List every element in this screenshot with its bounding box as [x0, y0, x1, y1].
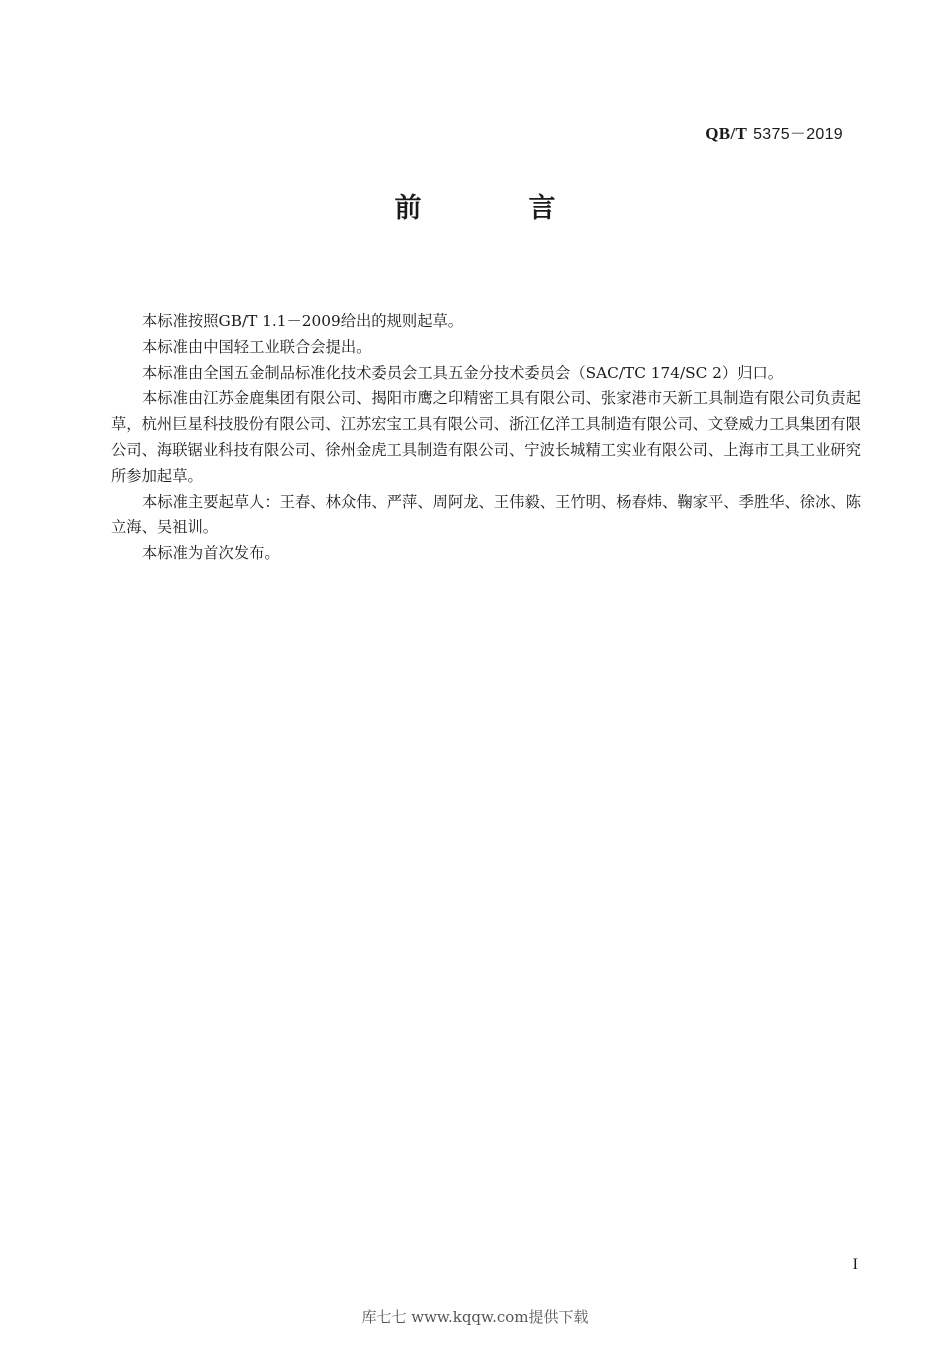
paragraph-proposer: 本标准由中国轻工业联合会提出。	[142, 337, 372, 356]
paragraph-committee: 本标准由全国五金制品标准化技术委员会工具五金分技术委员会（SAC/TC 174/SC 2）归口。	[142, 363, 784, 382]
paragraph-first-release: 本标准为首次发布。	[142, 544, 280, 563]
standard-prefix: QB/T	[705, 124, 748, 143]
standard-code	[705, 121, 843, 144]
foreword-body	[111, 309, 861, 567]
paragraph-drafting-rules: 本标准按照GB/T 1.1－2009给出的规则起草。	[142, 312, 464, 330]
paragraph-drafting-units: 本标准由江苏金鹿集团有限公司、揭阳市鹰之印精密工具有限公司、张家港市天新工具制造有限公司负责起草，杭州巨星科技股份有限公司、江苏宏宝工具有限公司、浙江亿洋工具制造有限公司、文登威力工具集团有限公司、海联锯业科技有限公司、徐州金虎工具制造有限公司、宁波长城精工实业有限公司、上海市工具工业研究所参加起草。	[111, 389, 861, 485]
page-number: I	[852, 1256, 858, 1273]
download-watermark: 库七七 www.kqqw.com提供下载	[361, 1308, 589, 1326]
paragraph-drafters: 本标准主要起草人：王春、林众伟、严萍、周阿龙、王伟毅、王竹明、杨春炜、鞠家平、季胜华、徐冰、陈立海、吴祖训。	[111, 492, 861, 537]
page-title: 前 言	[394, 193, 596, 224]
standard-number: 5375－2019	[753, 126, 843, 143]
